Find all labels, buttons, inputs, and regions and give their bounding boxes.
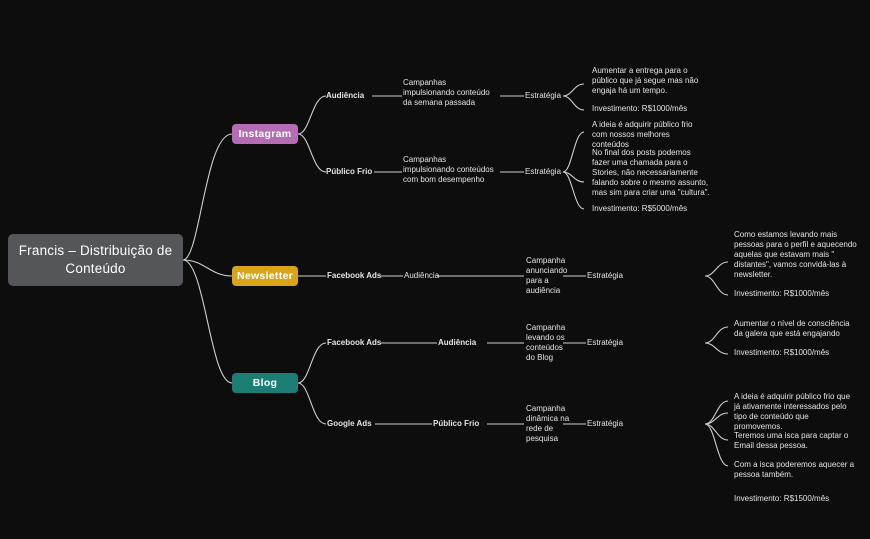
node-instagram-audiencia-estrategia[interactable]: Estratégia [525,91,562,100]
node-blog-facebook-audiencia[interactable]: Audiência [438,338,477,347]
node-blog-google-ads[interactable]: Google Ads [327,419,372,428]
node-newsletter-estrategia[interactable]: Estratégia [587,271,624,280]
branch-node-blog[interactable] [232,373,298,393]
node-newsletter-campanha[interactable]: Campanha anunciando para a audiência [526,256,568,295]
root-node[interactable] [8,234,183,286]
node-instagram-publico-frio-detalhe-1[interactable]: A ideia é adquirir público frio com nossos melhores conteúdos [592,120,693,149]
node-instagram-audiencia-investimento[interactable]: Investimento: R$1000/mês [592,104,688,113]
root-node-label: Francis – Distribuição de Conteúdo [18,243,173,276]
node-instagram-publico-frio-investimento[interactable]: Investimento: R$5000/mês [592,204,688,213]
node-blog-google-campanha[interactable]: Campanha dinâmica na rede de pesquisa [526,404,570,443]
branch-node-instagram[interactable] [232,124,298,144]
node-newsletter-audiencia[interactable]: Audiência [404,271,440,280]
node-blog-google-investimento[interactable]: Investimento: R$1500/mês [734,494,830,503]
node-newsletter-facebook-ads[interactable]: Facebook Ads [327,271,382,280]
node-newsletter-investimento[interactable]: Investimento: R$1000/mês [734,289,830,298]
branch-label-blog: Blog [252,377,278,389]
node-blog-facebook-ads[interactable]: Facebook Ads [327,338,382,347]
node-blog-facebook-estrategia-detalhe[interactable]: Aumentar o nível de consciência da galera que está engajando [734,319,850,338]
node-blog-google-publico-frio[interactable]: Público Frio [433,419,480,428]
node-instagram-publico-frio-estrategia[interactable]: Estratégia [525,167,562,176]
node-blog-google-detalhe-3[interactable]: Com a isca poderemos aquecer a pessoa também. [734,460,855,479]
branch-label-instagram: Instagram [238,128,292,140]
node-blog-google-estrategia[interactable]: Estratégia [587,419,624,428]
node-instagram-audiencia-campanha[interactable]: Campanhas impulsionando conteúdo da semana passada [403,78,490,107]
node-blog-facebook-campanha[interactable]: Campanha levando os conteúdos do Blog [526,323,566,362]
node-instagram-audiencia-estrategia-detalhe[interactable]: Aumentar a entrega para o público que já segue mas não engaja há um tempo. [592,66,699,95]
node-blog-google-detalhe-1[interactable]: A ideia é adquirir público frio que já ativamente interessados pelo tipo de conteúdo que promovemos. [734,392,851,431]
branch-label-newsletter: Newsletter [236,270,294,282]
node-blog-facebook-investimento[interactable]: Investimento: R$1000/mês [734,348,830,357]
node-instagram-publico-frio[interactable]: Público Frio [326,167,373,176]
node-newsletter-estrategia-detalhe[interactable]: Como estamos levando mais pessoas para o perfil e aquecendo aquelas que estavam mais " distantes", vamos convidá-las à newsletter. [734,230,857,279]
branch-node-newsletter[interactable] [232,266,298,286]
node-instagram-publico-frio-campanha[interactable]: Campanhas impulsionando conteúdos com bom desempenho [403,155,494,184]
node-instagram-audiencia[interactable]: Audiência [326,91,365,100]
node-blog-google-detalhe-2[interactable]: Teremos uma isca para captar o Email dessa pessoa. [734,431,849,450]
node-blog-facebook-estrategia[interactable]: Estratégia [587,338,624,347]
node-instagram-publico-frio-detalhe-2[interactable]: No final dos posts podemos fazer uma chamada para o Stories, não necessariamente falando sobre o mesmo assunto, mas sim para criar uma "cultura". [592,148,710,197]
